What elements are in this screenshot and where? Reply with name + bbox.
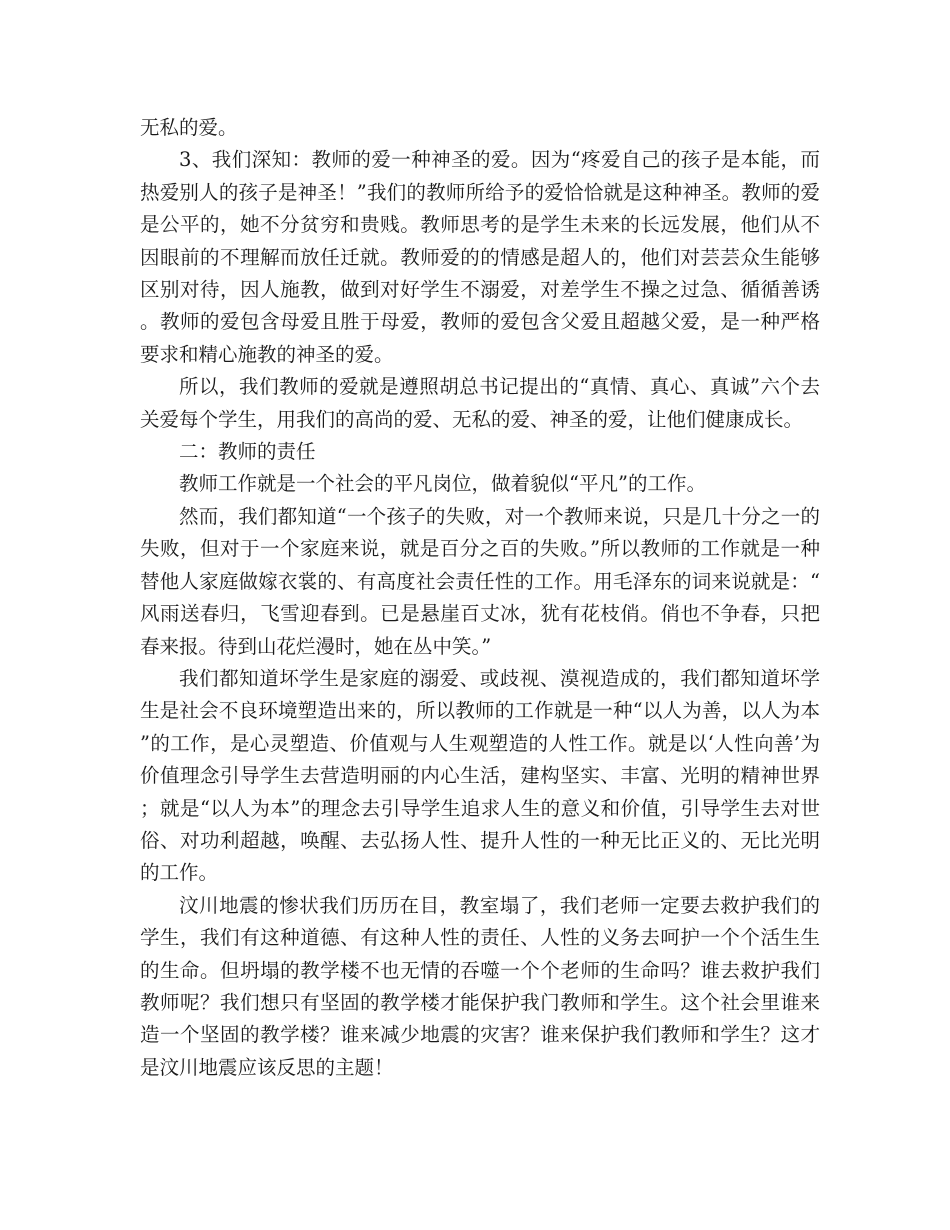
- paragraph-wenchuan-earthquake: 汶川地震的惨状我们历历在目，教室塌了，我们老师一定要去救护我们的学生，我们有这种道德、有这种人性的责任、人性的义务去呵护一个个活生生的生命。但坍塌的教学楼不也无情的吞噬一个个老师的生命吗？谁去救护我们教师呢？我们想只有坚固的教学楼才能保护我门教师和学生。这个社会里谁来造一个坚固的教学楼？谁来减少地震的灾害？谁来保护我们教师和学生？这才是汶川地震应该反思的主题！: [140, 893, 820, 1079]
- paragraph-ordinary-work: 教师工作就是一个社会的平凡岗位，做着貌似“平凡”的工作。: [179, 472, 706, 496]
- paragraph-continuation: 无私的爱。: [140, 116, 238, 139]
- paragraph-conclusion-love: 所以，我们教师的爱就是遵照胡总书记提出的“真情、真心、真诚”六个去关爱每个学生，用我们的高尚的爱、无私的爱、神圣的爱，让他们健康成长。: [140, 375, 820, 431]
- section-heading-responsibility: 二：教师的责任: [179, 440, 316, 464]
- document-page: [140, 112, 820, 1084]
- paragraph-social-responsibility: 然而，我们都知道“一个孩子的失败，对一个教师来说，只是几十分之一的失败，但对于一个家庭来说，就是百分之百的失败。”所以教师的工作就是一种替他人家庭做嫁衣裳的、有高度社会责任性的工作。用毛泽东的词来说就是：“风雨送春归，飞雪迎春到。已是悬崖百丈冰，犹有花枝俏。俏也不争春，只把春来报。待到山花烂漫时，她在丛中笑。”: [140, 504, 820, 658]
- paragraph-humanity-work: 我们都知道坏学生是家庭的溺爱、或歧视、漠视造成的，我们都知道坏学生是社会不良环境塑造出来的，所以教师的工作就是一种“以人为善，以人为本”的工作，是心灵塑造、价值观与人生观塑造的人性工作。就是以‘人性向善’为价值理念引导学生去营造明丽的内心生活，建构坚实、丰富、光明的精神世界；就是“以人为本”的理念去引导学生追求人生的意义和价值，引导学生去对世俗、对功利超越，唤醒、去弘扬人性、提升人性的一种无比正义的、无比光明的工作。: [140, 666, 820, 885]
- paragraph-sacred-love: 3、我们深知：教师的爱一种神圣的爱。因为“疼爱自己的孩子是本能，而热爱别人的孩子是神圣！”我们的教师所给予的爱恰恰就是这种神圣。教师的爱是公平的，她不分贫穷和贵贱。教师思考的是学生未来的长远发展，他们从不因眼前的不理解而放任迁就。教师爱的的情感是超人的，他们对芸芸众生能够区别对待，因人施教，做到对好学生不溺爱，对差学生不操之过急、循循善诱。教师的爱包含母爱且胜于母爱，教师的爱包含父爱且超越父爱，是一种严格要求和精心施教的神圣的爱。: [140, 148, 820, 366]
